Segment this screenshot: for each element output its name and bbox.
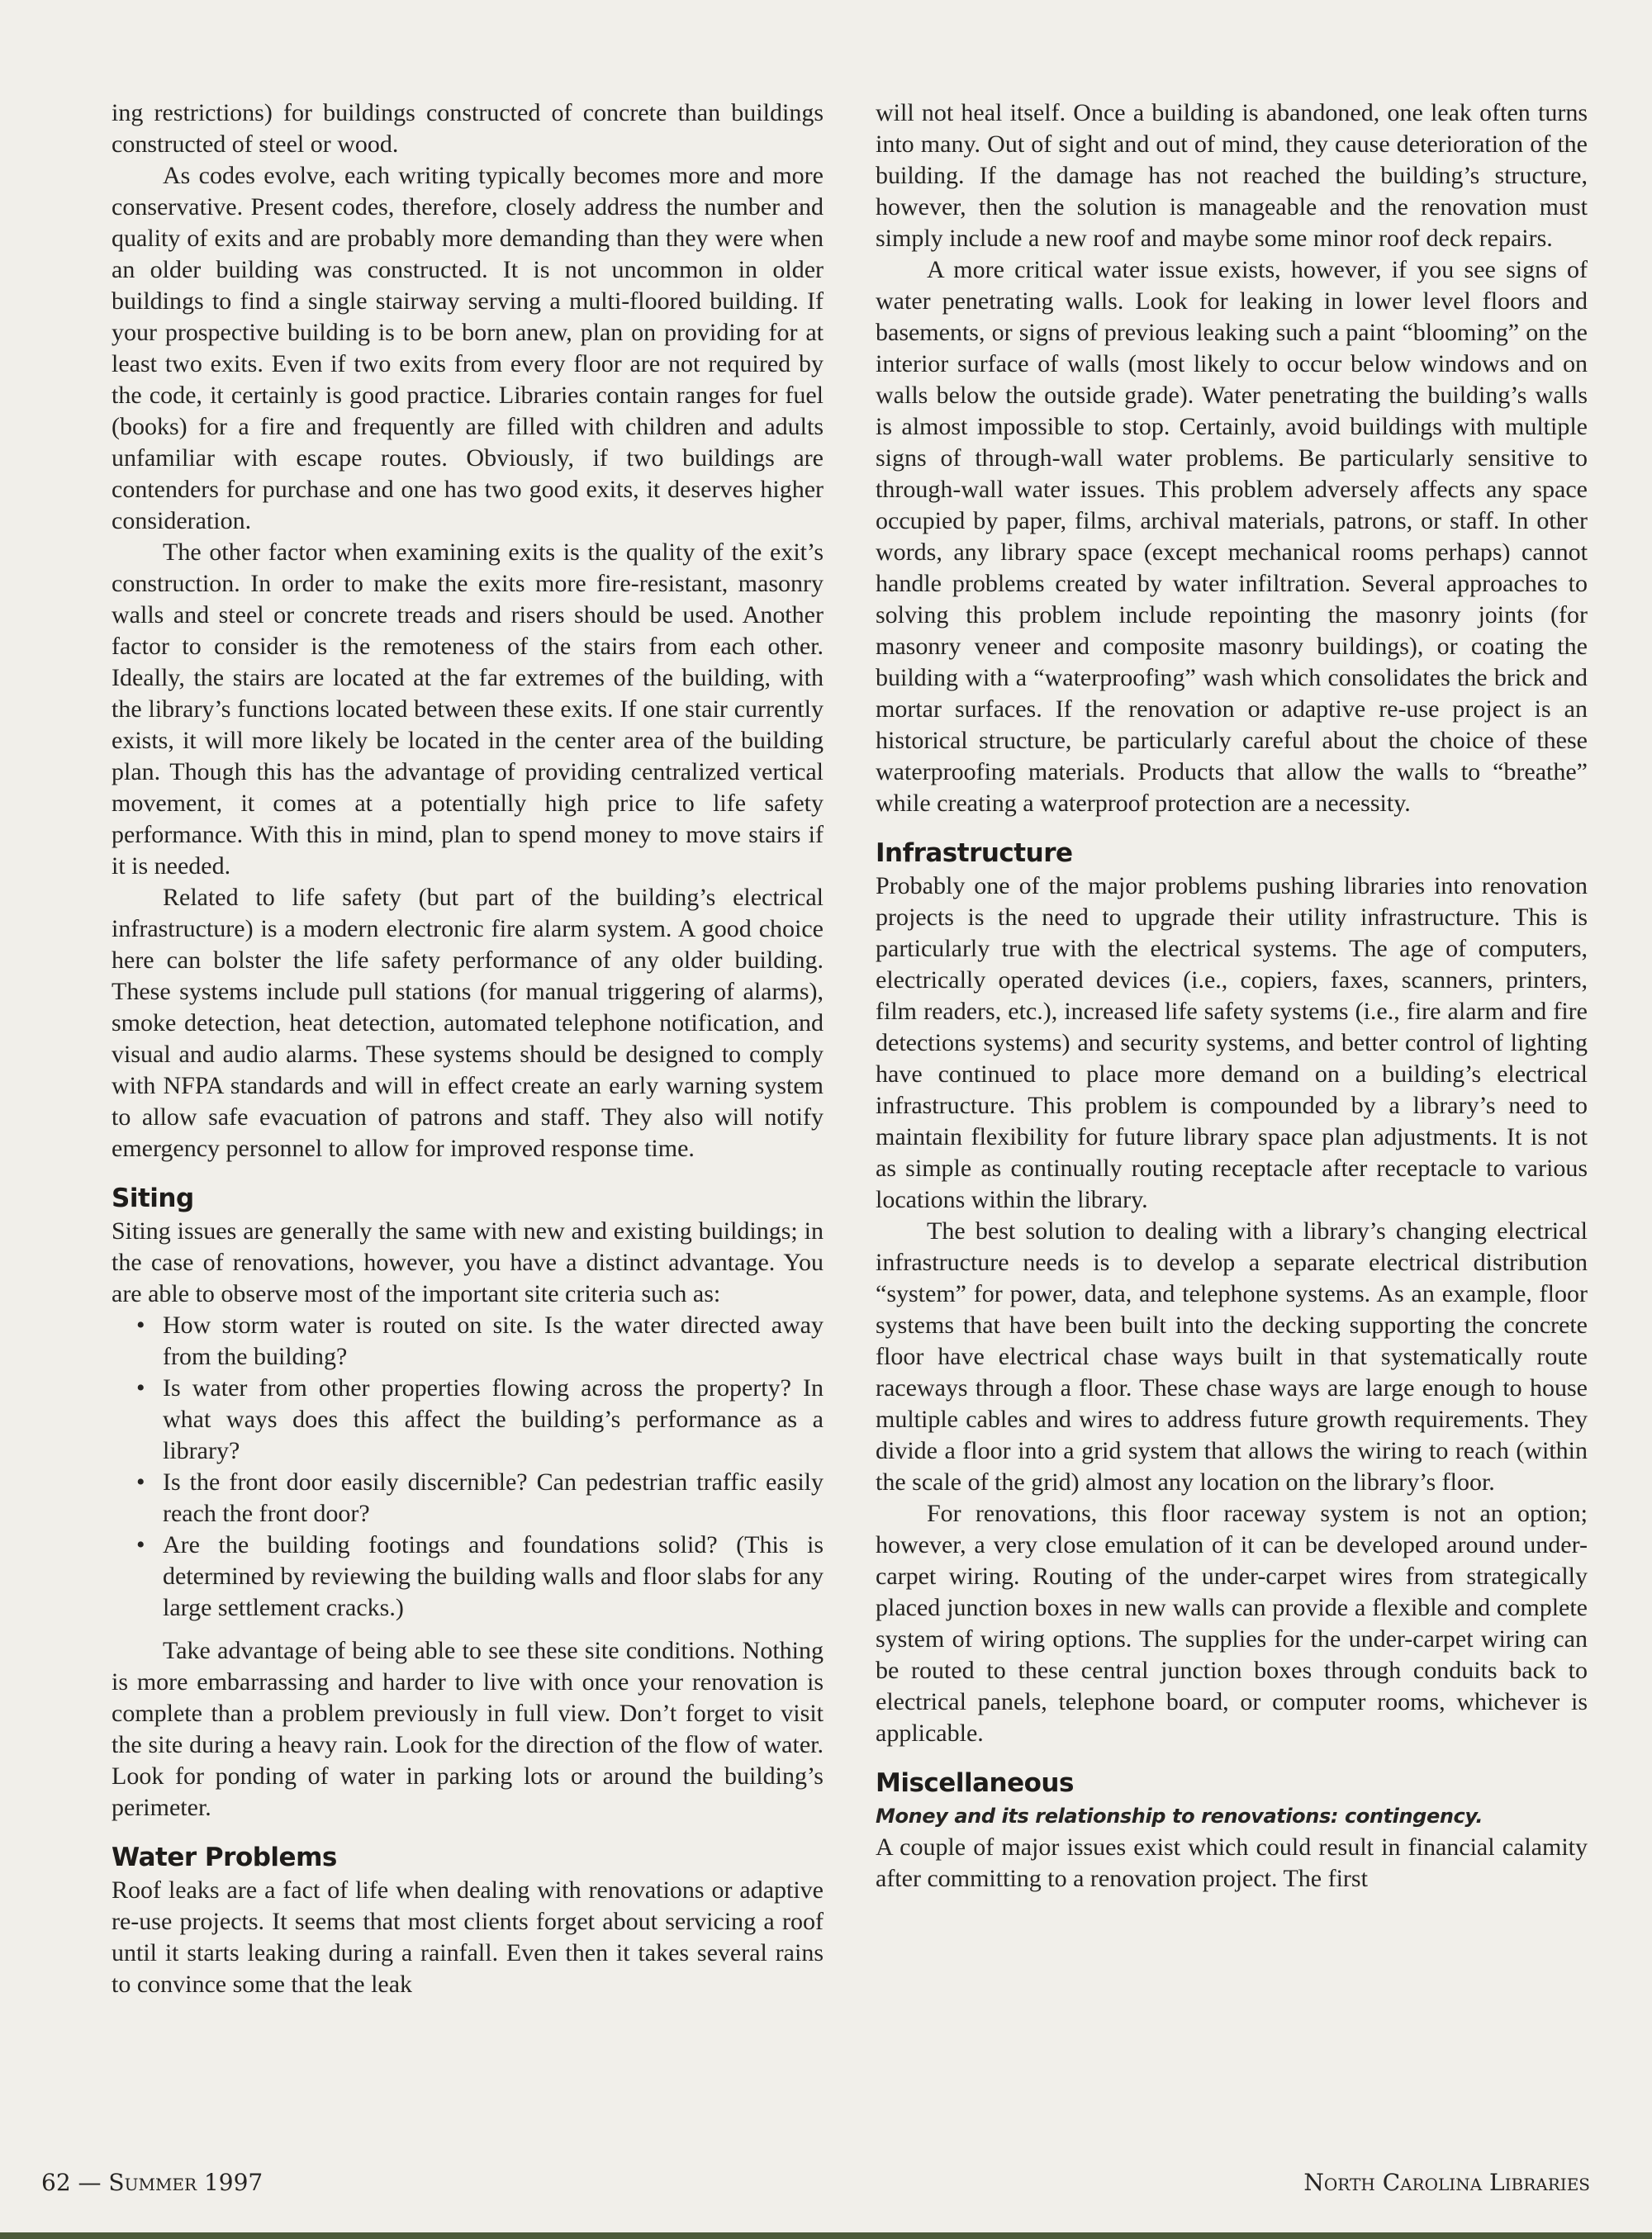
paragraph: Related to life safety (but part of the building’s electrical infrastructure) is a modern electronic fire alarm system. A good choice here can bolster the life safety performance of any older building. These systems include pull stations (for manual triggering of alarms), smoke detection, heat detection, automated telephone notification, and visual and audio alarms. These systems should be designed to comply with NFPA standards and will in effect create an early warning system to allow safe evacuation of patrons and staff. They also will notify emergency personnel to allow for improved response time. [112, 884, 824, 1162]
paragraph: A couple of major issues exist which could result in financial calamity after committing to a renovation project. The first [876, 1833, 1588, 1892]
bullet-icon: • [136, 1531, 145, 1558]
list-item [112, 1530, 824, 1624]
list-item-text: Are the building footings and foundations solid? (This is determined by reviewing the building walls and floor slabs for any large settlement cracks.) [163, 1531, 824, 1621]
site-criteria-list [112, 1310, 824, 1624]
bullet-icon: • [136, 1468, 145, 1496]
list-item [112, 1373, 824, 1467]
paragraph: The other factor when examining exits is the quality of the exit’s construction. In order to make the exits more fire-resistant, masonry walls and steel or concrete treads and risers should be used. Another factor to consider is the remoteness of the stairs from each other. Ideally, the stairs are located at the far extremes of the building, with the library’s functions located between these exits. If one stair currently exists, it will more likely be located in the center area of the building plan. Though this has the advantage of providing centralized vertical movement, it comes at a potentially high price to life safety performance. With this in mind, plan to spend money to move stairs if it is needed. [112, 538, 824, 880]
right-column [876, 97, 1588, 1895]
paragraph: ing restrictions) for buildings constructed of concrete than buildings constructed of steel or wood. [112, 99, 824, 158]
publication-name-footer: North Carolina Libraries [1303, 2169, 1590, 2196]
bullet-icon: • [136, 1374, 145, 1402]
list-item [112, 1467, 824, 1530]
paragraph: Probably one of the major problems pushing libraries into renovation projects is the need to upgrade their utility infrastructure. This is particularly true with the electrical systems. The age of computers, electrically operated devices (i.e., copiers, faxes, scanners, printers, film readers, etc.), increased life safety systems (i.e., fire alarm and fire detections systems) and security systems, and better control of lighting have continued to place more demand on a building’s electrical infrastructure. This problem is compounded by a library’s need to maintain flexibility for future library space plan adjustments. It is not as simple as continually routing receptacle after receptacle to various locations within the library. [876, 872, 1588, 1213]
paragraph: Siting issues are generally the same with new and existing buildings; in the case of renovations, however, you have a distinct advantage. You are able to observe most of the important site criteria such as: [112, 1217, 824, 1307]
section-heading-infrastructure: Infrastructure [876, 838, 1073, 868]
page-edge-divider [0, 2232, 1652, 2239]
list-item-text: Is water from other properties flowing across the property? In what ways does this affect the building’s performance as a library? [163, 1374, 824, 1464]
paragraph: Roof leaks are a fact of life when dealing with renovations or adaptive re-use projects. It seems that most clients forget about servicing a roof until it starts leaking during a rainfall. Even then it takes several rains to convince some that the leak [112, 1876, 824, 1998]
paragraph: As codes evolve, each writing typically becomes more and more conservative. Present codes, therefore, closely address the number and quality of exits and are probably more demanding than they were when an older building was constructed. It is not uncommon in older buildings to find a single stairway serving a multi-floored building. If your prospective building is to be born anew, plan on providing for at least two exits. Even if two exits from every floor are not required by the code, it certainly is good practice. Libraries contain ranges for fuel (books) for a fire and frequently are filled with children and adults unfamiliar with escape routes. Obviously, if two buildings are contenders for purchase and one has two good exits, it deserves higher consideration. [112, 162, 824, 534]
section-heading-water-problems: Water Problems [112, 1843, 337, 1872]
section-heading-siting: Siting [112, 1184, 194, 1213]
paragraph: A more critical water issue exists, however, if you see signs of water penetrating walls. Look for leaking in lower level floors and basements, or signs of previous leaking such a paint “blooming” on the interior surface of walls (most likely to occur below windows and on walls below the outside grade). Water penetrating the building’s walls is almost impossible to stop. Certainly, avoid buildings with multiple signs of through-wall water problems. Be particularly sensitive to through-wall water issues. This problem adversely affects any space occupied by paper, films, archival materials, patrons, or staff. In other words, any library space (except mechanical rooms perhaps) cannot handle problems created by water infiltration. Several approaches to solving this problem include repointing the masonry joints (for masonry veneer and composite masonry buildings), or coating the building with a “waterproofing” wash which consolidates the brick and mortar surfaces. If the renovation or adaptive re-use project is an historical structure, be particularly careful about the choice of these waterproofing materials. Products that allow the walls to “breathe” while creating a waterproof protection are a necessity. [876, 256, 1588, 817]
subheading-contingency: Money and its relationship to renovations: contingency. [876, 1805, 1483, 1828]
bullet-icon: • [136, 1312, 145, 1339]
list-item-text: How storm water is routed on site. Is the water directed away from the building? [163, 1312, 824, 1370]
left-column [112, 97, 824, 2000]
page-number-footer: 62 — Summer 1997 [41, 2169, 263, 2196]
paragraph: The best solution to dealing with a library’s changing electrical infrastructure needs is to develop a separate electrical distribution “system” for power, data, and telephone systems. As an example, floor systems that have been built into the decking supporting the concrete floor have electrical chase ways built in that systematically route raceways through a floor. These chase ways are large enough to house multiple cables and wires to address future growth requirements. They divide a floor into a grid system that allows the wiring to reach (within the scale of the grid) almost any location on the library’s floor. [876, 1217, 1588, 1496]
list-item [112, 1310, 824, 1373]
paragraph: will not heal itself. Once a building is abandoned, one leak often turns into many. Out of sight and out of mind, they cause deterioration of the building. If the damage has not reached the building’s structure, however, then the solution is manageable and the renovation must simply include a new roof and maybe some minor roof deck repairs. [876, 99, 1588, 252]
paragraph: For renovations, this floor raceway system is not an option; however, a very close emulation of it can be developed around under-carpet wiring. Routing of the under-carpet wires from strategically placed junction boxes in new walls can provide a flexible and complete system of wiring options. The supplies for the under-carpet wiring can be routed to these central junction boxes through conduits back to electrical panels, telephone board, or computer rooms, whichever is applicable. [876, 1500, 1588, 1747]
list-item-text: Is the front door easily discernible? Can pedestrian traffic easily reach the front door? [163, 1468, 824, 1527]
section-heading-miscellaneous: Miscellaneous [876, 1768, 1074, 1798]
paragraph: Take advantage of being able to see these site conditions. Nothing is more embarrassing and harder to live with once your renovation is complete than a problem previously in full view. Don’t forget to visit the site during a heavy rain. Look for the direction of the flow of water. Look for ponding of water in parking lots or around the building’s perimeter. [112, 1637, 824, 1821]
